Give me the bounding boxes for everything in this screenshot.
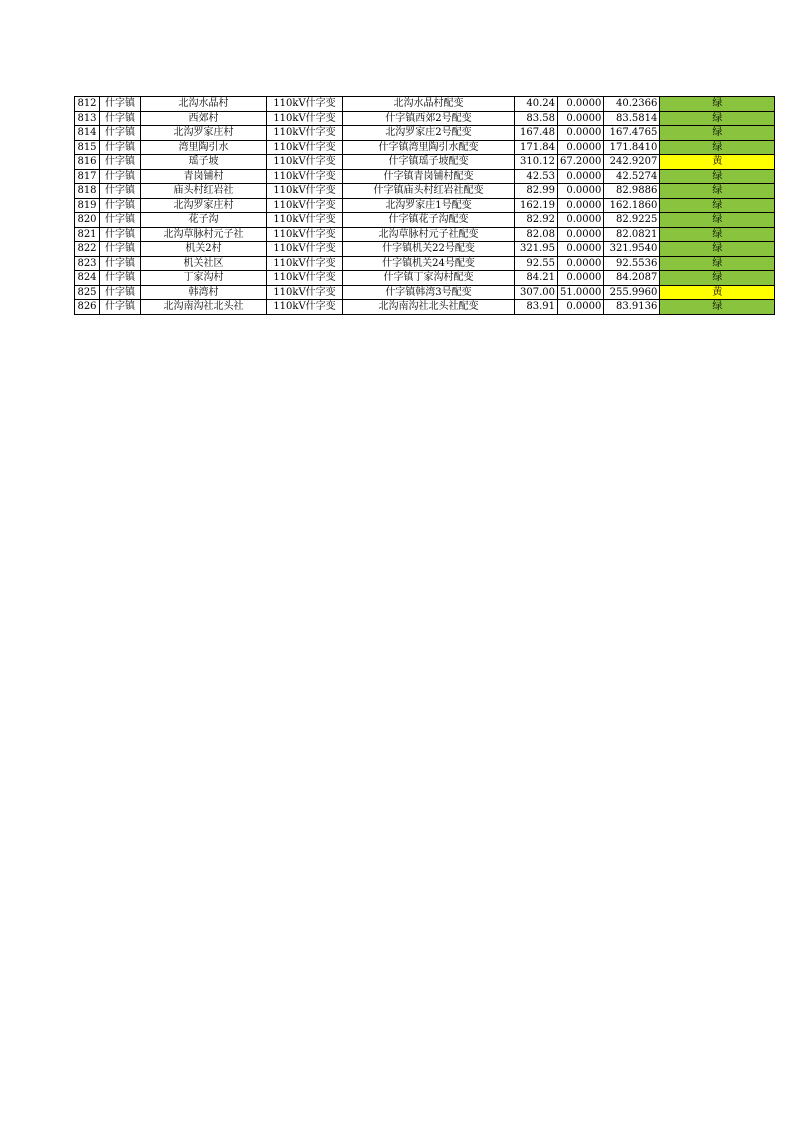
row-index: 822: [75, 242, 100, 257]
transformer-cell: 什字镇西郊2号配变: [343, 111, 515, 126]
table-row: [75, 256, 775, 271]
substation-cell: 110kV什字变: [267, 300, 343, 315]
row-index: 817: [75, 169, 100, 184]
capacity-cell: 321.95: [515, 242, 558, 257]
remaining-cell: 162.1860: [604, 198, 660, 213]
remaining-cell: 255.9960: [604, 285, 660, 300]
table-row: [75, 140, 775, 155]
town-cell: 什字镇: [100, 300, 141, 315]
town-cell: 什字镇: [100, 227, 141, 242]
used-cell: 51.0000: [558, 285, 604, 300]
village-cell: 北沟水晶村: [141, 97, 267, 112]
row-index: 814: [75, 126, 100, 141]
table-row: [75, 155, 775, 170]
row-index: 819: [75, 198, 100, 213]
capacity-cell: 167.48: [515, 126, 558, 141]
table-row: [75, 111, 775, 126]
status-cell: 绿: [660, 140, 775, 155]
status-cell: 绿: [660, 184, 775, 199]
village-cell: 北沟罗家庄村: [141, 126, 267, 141]
remaining-cell: 40.2366: [604, 97, 660, 112]
transformer-cell: 北沟罗家庄1号配变: [343, 198, 515, 213]
transformer-cell: 什字镇青岗铺村配变: [343, 169, 515, 184]
remaining-cell: 82.0821: [604, 227, 660, 242]
transformer-cell: 什字镇韩湾3号配变: [343, 285, 515, 300]
data-table: [74, 96, 775, 315]
table-row: [75, 227, 775, 242]
row-index: 813: [75, 111, 100, 126]
status-cell: 绿: [660, 227, 775, 242]
capacity-cell: 42.53: [515, 169, 558, 184]
village-cell: 北沟草脉村元子社: [141, 227, 267, 242]
used-cell: 0.0000: [558, 184, 604, 199]
village-cell: 湾里陶引水: [141, 140, 267, 155]
transformer-cell: 什字镇瑶子坡配变: [343, 155, 515, 170]
row-index: 812: [75, 97, 100, 112]
town-cell: 什字镇: [100, 140, 141, 155]
town-cell: 什字镇: [100, 184, 141, 199]
table-row: [75, 184, 775, 199]
remaining-cell: 92.5536: [604, 256, 660, 271]
substation-cell: 110kV什字变: [267, 227, 343, 242]
capacity-cell: 40.24: [515, 97, 558, 112]
remaining-cell: 171.8410: [604, 140, 660, 155]
substation-cell: 110kV什字变: [267, 256, 343, 271]
row-index: 816: [75, 155, 100, 170]
transformer-cell: 什字镇机关22号配变: [343, 242, 515, 257]
village-cell: 北沟南沟社北头社: [141, 300, 267, 315]
substation-cell: 110kV什字变: [267, 242, 343, 257]
transformer-cell: 什字镇丁家沟村配变: [343, 271, 515, 286]
used-cell: 0.0000: [558, 169, 604, 184]
table-row: [75, 300, 775, 315]
transformer-cell: 北沟罗家庄2号配变: [343, 126, 515, 141]
remaining-cell: 242.9207: [604, 155, 660, 170]
used-cell: 0.0000: [558, 126, 604, 141]
village-cell: 机关2村: [141, 242, 267, 257]
table-row: [75, 285, 775, 300]
status-cell: 绿: [660, 111, 775, 126]
remaining-cell: 82.9886: [604, 184, 660, 199]
used-cell: 0.0000: [558, 271, 604, 286]
village-cell: 青岗铺村: [141, 169, 267, 184]
status-cell: 绿: [660, 97, 775, 112]
used-cell: 0.0000: [558, 213, 604, 228]
substation-cell: 110kV什字变: [267, 155, 343, 170]
used-cell: 0.0000: [558, 227, 604, 242]
table-row: [75, 242, 775, 257]
town-cell: 什字镇: [100, 213, 141, 228]
row-index: 823: [75, 256, 100, 271]
used-cell: 0.0000: [558, 300, 604, 315]
transformer-cell: 什字镇花子沟配变: [343, 213, 515, 228]
town-cell: 什字镇: [100, 271, 141, 286]
used-cell: 0.0000: [558, 242, 604, 257]
town-cell: 什字镇: [100, 155, 141, 170]
status-cell: 绿: [660, 198, 775, 213]
village-cell: 花子沟: [141, 213, 267, 228]
table-row: [75, 198, 775, 213]
status-cell: 绿: [660, 256, 775, 271]
remaining-cell: 42.5274: [604, 169, 660, 184]
remaining-cell: 82.9225: [604, 213, 660, 228]
remaining-cell: 167.4765: [604, 126, 660, 141]
substation-cell: 110kV什字变: [267, 140, 343, 155]
row-index: 815: [75, 140, 100, 155]
table-row: [75, 213, 775, 228]
used-cell: 0.0000: [558, 140, 604, 155]
village-cell: 庙头村红岩社: [141, 184, 267, 199]
capacity-cell: 82.92: [515, 213, 558, 228]
row-index: 820: [75, 213, 100, 228]
status-cell: 黄: [660, 285, 775, 300]
transformer-cell: 北沟水晶村配变: [343, 97, 515, 112]
remaining-cell: 84.2087: [604, 271, 660, 286]
row-index: 825: [75, 285, 100, 300]
substation-cell: 110kV什字变: [267, 126, 343, 141]
transformer-cell: 什字镇湾里陶引水配变: [343, 140, 515, 155]
village-cell: 北沟罗家庄村: [141, 198, 267, 213]
substation-cell: 110kV什字变: [267, 97, 343, 112]
village-cell: 瑶子坡: [141, 155, 267, 170]
village-cell: 机关社区: [141, 256, 267, 271]
status-cell: 绿: [660, 169, 775, 184]
capacity-cell: 310.12: [515, 155, 558, 170]
used-cell: 67.2000: [558, 155, 604, 170]
status-cell: 绿: [660, 126, 775, 141]
status-cell: 绿: [660, 300, 775, 315]
village-cell: 韩湾村: [141, 285, 267, 300]
used-cell: 0.0000: [558, 111, 604, 126]
transformer-cell: 什字镇庙头村红岩社配变: [343, 184, 515, 199]
town-cell: 什字镇: [100, 169, 141, 184]
row-index: 821: [75, 227, 100, 242]
used-cell: 0.0000: [558, 198, 604, 213]
table-row: [75, 97, 775, 112]
town-cell: 什字镇: [100, 97, 141, 112]
capacity-cell: 83.91: [515, 300, 558, 315]
table-row: [75, 169, 775, 184]
capacity-cell: 307.00: [515, 285, 558, 300]
substation-cell: 110kV什字变: [267, 213, 343, 228]
capacity-cell: 171.84: [515, 140, 558, 155]
town-cell: 什字镇: [100, 256, 141, 271]
capacity-cell: 92.55: [515, 256, 558, 271]
remaining-cell: 83.9136: [604, 300, 660, 315]
village-cell: 西郊村: [141, 111, 267, 126]
substation-cell: 110kV什字变: [267, 285, 343, 300]
village-cell: 丁家沟村: [141, 271, 267, 286]
remaining-cell: 83.5814: [604, 111, 660, 126]
capacity-cell: 83.58: [515, 111, 558, 126]
table-row: [75, 271, 775, 286]
transformer-cell: 什字镇机关24号配变: [343, 256, 515, 271]
row-index: 824: [75, 271, 100, 286]
transformer-cell: 北沟南沟社北头社配变: [343, 300, 515, 315]
used-cell: 0.0000: [558, 256, 604, 271]
status-cell: 绿: [660, 271, 775, 286]
row-index: 826: [75, 300, 100, 315]
substation-cell: 110kV什字变: [267, 111, 343, 126]
remaining-cell: 321.9540: [604, 242, 660, 257]
substation-cell: 110kV什字变: [267, 271, 343, 286]
capacity-cell: 84.21: [515, 271, 558, 286]
table-row: [75, 126, 775, 141]
substation-cell: 110kV什字变: [267, 198, 343, 213]
substation-cell: 110kV什字变: [267, 184, 343, 199]
town-cell: 什字镇: [100, 242, 141, 257]
transformer-cell: 北沟草脉村元子社配变: [343, 227, 515, 242]
status-cell: 黄: [660, 155, 775, 170]
used-cell: 0.0000: [558, 97, 604, 112]
town-cell: 什字镇: [100, 111, 141, 126]
status-cell: 绿: [660, 242, 775, 257]
substation-cell: 110kV什字变: [267, 169, 343, 184]
capacity-cell: 82.08: [515, 227, 558, 242]
town-cell: 什字镇: [100, 198, 141, 213]
capacity-cell: 162.19: [515, 198, 558, 213]
row-index: 818: [75, 184, 100, 199]
status-cell: 绿: [660, 213, 775, 228]
town-cell: 什字镇: [100, 126, 141, 141]
town-cell: 什字镇: [100, 285, 141, 300]
capacity-cell: 82.99: [515, 184, 558, 199]
